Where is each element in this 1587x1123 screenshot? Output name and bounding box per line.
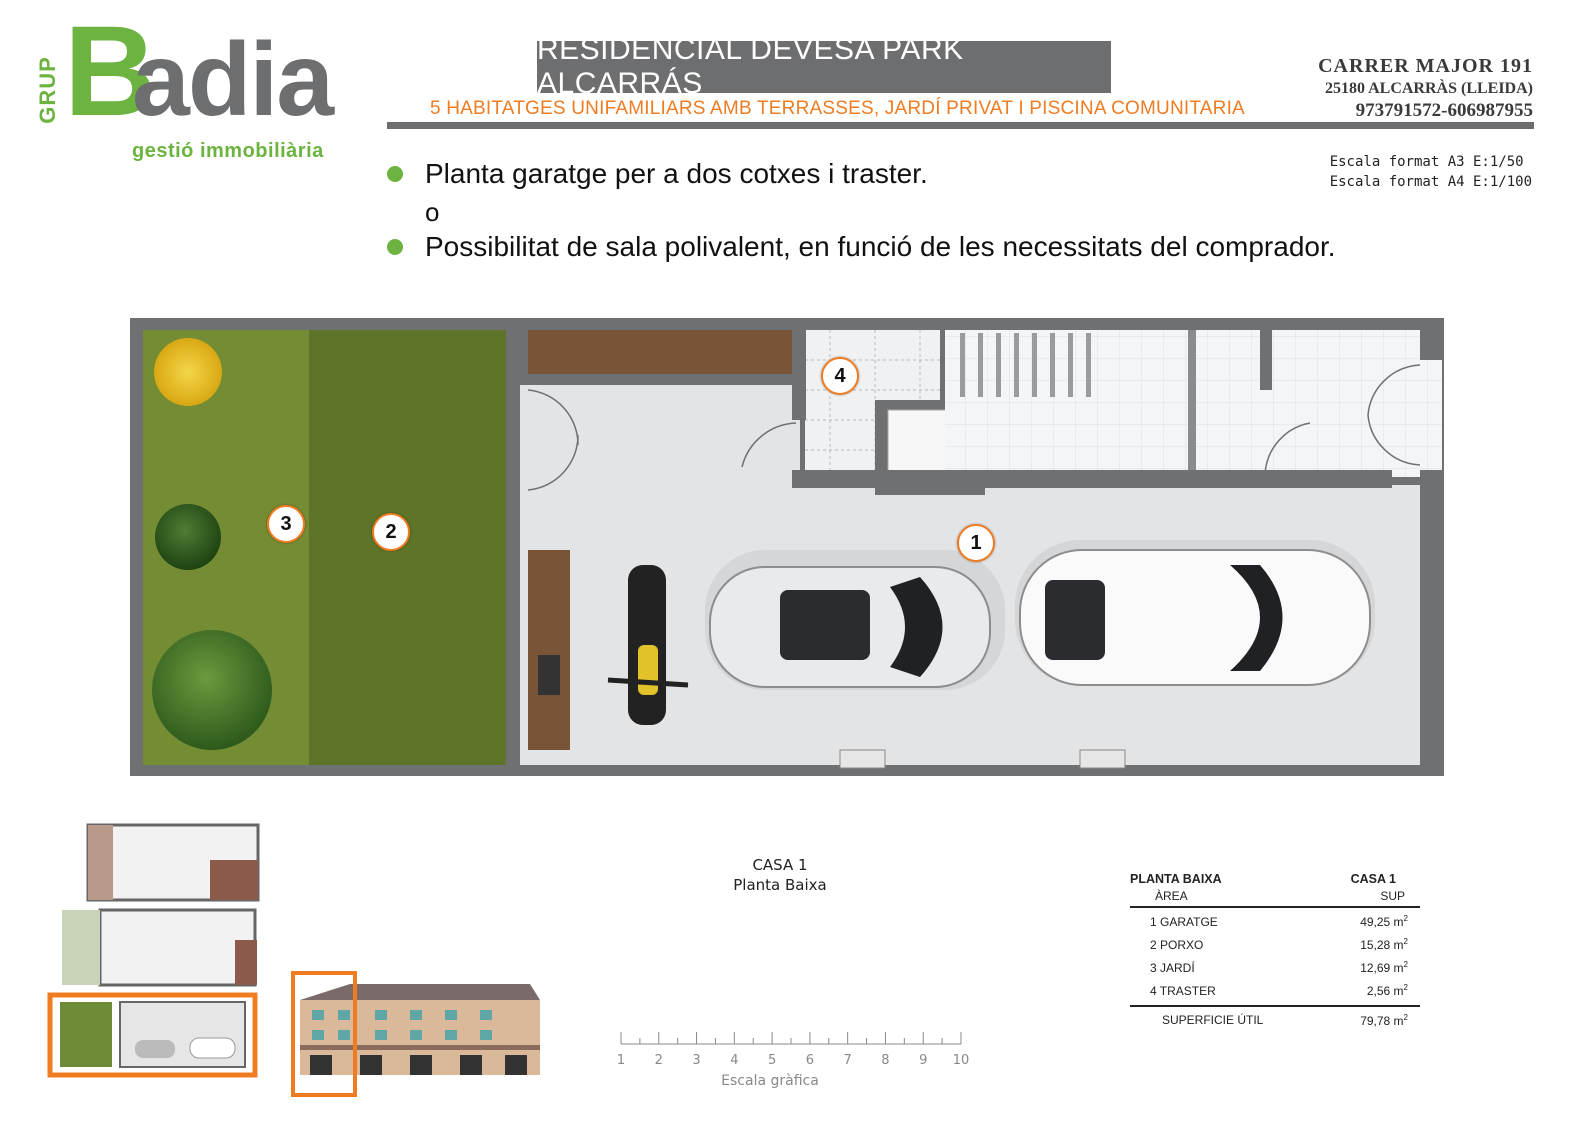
logo-tagline: gestió immobiliària	[132, 140, 324, 162]
contact-block	[1318, 55, 1533, 122]
table-rule	[1130, 906, 1420, 908]
floor-plan-drawing	[130, 315, 1450, 780]
contact-street: CARRER MAJOR 191	[1318, 55, 1533, 77]
scale-tick-label: 3	[692, 1053, 701, 1068]
scale-tick-label: 4	[730, 1053, 739, 1068]
building-elevation-drawing	[290, 970, 550, 1100]
scale-bar-label: Escala gràfica	[721, 1073, 819, 1089]
scale-tick-label: 10	[952, 1053, 970, 1068]
plan-caption-floor: Planta Baixa	[733, 876, 827, 894]
scale-info	[1330, 152, 1532, 192]
scale-tick-label: 7	[843, 1053, 852, 1068]
bullet-dot-icon	[387, 239, 403, 255]
scale-a4: Escala format A4 E:1/100	[1329, 174, 1532, 190]
marker-porch: 2	[372, 513, 410, 551]
marker-garden: 3	[267, 505, 305, 543]
logo-grup: GRUP	[35, 56, 60, 124]
bullet-multipurpose: Possibilitat de sala polivalent, en funció de les necessitats del comprador.	[387, 231, 1336, 263]
logo-name: adia	[132, 22, 333, 138]
bullet-or: o	[425, 197, 440, 227]
plan-caption	[700, 855, 860, 895]
logo-initial: B	[64, 0, 157, 143]
plan-caption-house: CASA 1	[752, 856, 808, 874]
title-divider	[387, 122, 1534, 129]
yellow-bush-icon	[154, 338, 222, 406]
scale-tick-label: 5	[767, 1053, 777, 1068]
contact-phone: 973791572-606987955	[1355, 100, 1533, 121]
scale-tick-label: 9	[919, 1053, 928, 1068]
large-tree-icon	[152, 630, 272, 750]
floor-thumbnails-drawing	[40, 820, 270, 1090]
building-elevation	[290, 970, 550, 1100]
table-total-row: SUPERFICIE ÚTIL 79,78 $m^2$	[1162, 1012, 1408, 1028]
scale-tick-label: 8	[881, 1053, 890, 1068]
page-title: RESIDENCIAL DEVESA PARK ALCARRÁS	[537, 41, 1111, 93]
marker-garage: 1	[957, 524, 995, 562]
table-row: 4 TRASTER 2,56 $m^2$	[1150, 983, 1408, 998]
scale-tick-label: 2	[654, 1053, 663, 1068]
marker-storage: 4	[821, 357, 859, 395]
floor-thumbnails	[40, 820, 270, 1090]
car-2-icon	[1020, 550, 1370, 685]
table-row: 2 PORXO 15,28 $m^2$	[1150, 937, 1408, 952]
scale-bar	[615, 1030, 975, 1090]
floor-plan	[130, 315, 1450, 780]
scale-tick-label: 1	[616, 1053, 626, 1068]
car-1-icon	[710, 567, 990, 687]
small-tree-icon	[155, 504, 221, 570]
scale-tick-label: 6	[805, 1053, 815, 1068]
table-row: 1 GARATGE 49,25 $m^2$	[1150, 914, 1408, 929]
table-rule	[1130, 1005, 1420, 1007]
page-subtitle: 5 HABITATGES UNIFAMILIARS AMB TERRASSES, JARDÍ PRIVAT I PISCINA COMUNITARIA	[430, 98, 1245, 119]
area-table	[1130, 872, 1420, 1031]
company-logo	[35, 0, 368, 172]
table-row: 3 JARDÍ 12,69 $m^2$	[1150, 960, 1408, 975]
bullet-garage: Planta garatge per a dos cotxes i traster.	[387, 158, 928, 190]
scale-bar-drawing	[615, 1030, 975, 1090]
scale-a3: Escala format A3 E:1/50	[1329, 154, 1524, 170]
table-subheader: ÀREA SUP	[1155, 889, 1405, 903]
bullet-dot-icon	[387, 166, 403, 182]
table-header: PLANTA BAIXA CASA 1	[1130, 872, 1396, 886]
contact-city: 25180 ALCARRÀS (LLEIDA)	[1324, 80, 1533, 97]
